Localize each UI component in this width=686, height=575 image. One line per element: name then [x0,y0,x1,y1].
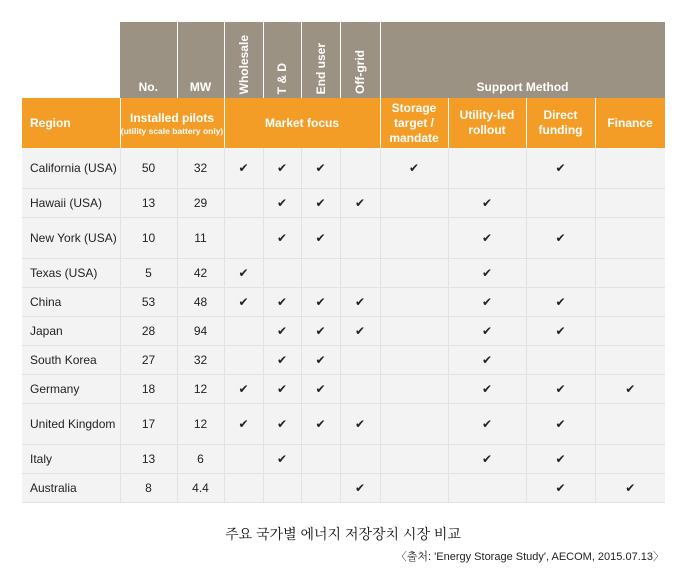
off-grid-cell [340,445,380,474]
table-row [22,259,665,288]
storage-cell [380,445,448,474]
finance-cell [595,375,665,404]
direct-cell [526,317,595,346]
mw-cell: 32 [177,148,224,189]
finance-cell [595,189,665,218]
finance-cell [595,259,665,288]
check-mark-icon: ✔ [555,161,566,175]
td-cell [263,288,301,317]
direct-cell [526,474,595,503]
storage-cell [380,259,448,288]
header-support-method: Support Method [380,22,665,98]
td-cell [263,445,301,474]
header-market-focus: Market focus [224,98,380,148]
mw-cell: 12 [177,404,224,445]
off-grid-cell [340,148,380,189]
no-cell: 50 [120,148,177,189]
finance-cell [595,474,665,503]
check-mark-icon: ✔ [481,417,493,431]
region-cell: Texas (USA) [22,259,120,288]
check-mark-icon: ✔ [354,417,366,431]
no-cell: 8 [120,474,177,503]
check-mark-icon: ✔ [481,196,493,210]
region-cell: China [22,288,120,317]
header-region: Region [22,98,120,148]
no-cell: 27 [120,346,177,375]
blank-corner [22,22,120,98]
check-mark-icon: ✔ [625,382,636,396]
header-end-user: End user [301,22,340,98]
gray-header-row [22,22,665,98]
check-mark-icon: ✔ [555,295,566,309]
off-grid-cell [340,404,380,445]
region-cell: Germany [22,375,120,404]
check-mark-icon: ✔ [315,196,326,210]
check-mark-icon: ✔ [481,231,493,245]
end-user-cell [301,148,340,189]
check-mark-icon: ✔ [315,324,326,338]
td-cell [263,317,301,346]
check-mark-icon: ✔ [276,353,288,367]
check-mark-icon: ✔ [481,266,493,280]
direct-cell [526,259,595,288]
finance-cell [595,148,665,189]
check-mark-icon: ✔ [555,481,566,495]
check-mark-icon: ✔ [555,231,566,245]
comparison-table [22,22,666,503]
check-mark-icon: ✔ [276,324,288,338]
table-body [22,148,665,503]
td-cell [263,474,301,503]
direct-cell [526,375,595,404]
wholesale-cell [224,148,263,189]
check-mark-icon: ✔ [276,452,288,466]
check-mark-icon: ✔ [276,417,288,431]
no-cell: 10 [120,218,177,259]
check-mark-icon: ✔ [238,382,249,396]
td-cell [263,259,301,288]
utility-cell [448,288,526,317]
utility-cell [448,404,526,445]
check-mark-icon: ✔ [354,196,366,210]
check-mark-icon: ✔ [315,231,326,245]
utility-cell [448,259,526,288]
table-row [22,218,665,259]
direct-cell [526,218,595,259]
storage-cell [380,148,448,189]
table-row [22,346,665,375]
table-row [22,474,665,503]
direct-cell [526,404,595,445]
utility-cell [448,474,526,503]
mw-cell: 42 [177,259,224,288]
table-row [22,148,665,189]
check-mark-icon: ✔ [315,295,326,309]
mw-cell: 32 [177,346,224,375]
off-grid-cell [340,474,380,503]
direct-cell [526,148,595,189]
header-mw: MW [177,22,224,98]
wholesale-cell [224,375,263,404]
check-mark-icon: ✔ [481,295,493,309]
storage-cell [380,404,448,445]
wholesale-cell [224,445,263,474]
check-mark-icon: ✔ [276,161,288,175]
end-user-cell [301,375,340,404]
table-row [22,375,665,404]
direct-cell [526,288,595,317]
region-cell: California (USA) [22,148,120,189]
finance-cell [595,317,665,346]
header-direct-funding: Direct funding [526,98,595,148]
utility-cell [448,218,526,259]
header-utility-led: Utility-led rollout [448,98,526,148]
region-cell: Hawaii (USA) [22,189,120,218]
check-mark-icon: ✔ [408,161,420,175]
end-user-cell [301,317,340,346]
check-mark-icon: ✔ [354,295,366,309]
finance-cell [595,288,665,317]
header-installed-pilots: Installed pilots (utility scale battery only) [120,98,224,148]
check-mark-icon: ✔ [555,417,566,431]
check-mark-icon: ✔ [481,353,493,367]
check-mark-icon: ✔ [481,324,493,338]
no-cell: 17 [120,404,177,445]
mw-cell: 6 [177,445,224,474]
check-mark-icon: ✔ [625,481,636,495]
check-mark-icon: ✔ [555,382,566,396]
mw-cell: 48 [177,288,224,317]
wholesale-cell [224,404,263,445]
finance-cell [595,346,665,375]
check-mark-icon: ✔ [238,161,249,175]
off-grid-cell [340,218,380,259]
no-cell: 18 [120,375,177,404]
direct-cell [526,445,595,474]
finance-cell [595,404,665,445]
check-mark-icon: ✔ [276,231,288,245]
no-cell: 13 [120,189,177,218]
off-grid-cell [340,288,380,317]
header-wholesale: Wholesale [224,22,263,98]
end-user-cell [301,288,340,317]
end-user-cell [301,189,340,218]
finance-cell [595,445,665,474]
storage-cell [380,375,448,404]
wholesale-cell [224,288,263,317]
storage-cell [380,346,448,375]
header-td: T & D [263,22,301,98]
no-cell: 53 [120,288,177,317]
table-row [22,404,665,445]
direct-cell [526,189,595,218]
wholesale-cell [224,259,263,288]
storage-cell [380,288,448,317]
check-mark-icon: ✔ [481,452,493,466]
table-caption: 주요 국가별 에너지 저장장치 시장 비교 [225,526,461,542]
region-cell: Australia [22,474,120,503]
check-mark-icon: ✔ [238,266,249,280]
end-user-cell [301,259,340,288]
end-user-cell [301,404,340,445]
end-user-cell [301,346,340,375]
off-grid-cell [340,259,380,288]
off-grid-cell [340,346,380,375]
mw-cell: 4.4 [177,474,224,503]
header-finance: Finance [595,98,665,148]
direct-cell [526,346,595,375]
storage-cell [380,317,448,346]
check-mark-icon: ✔ [276,196,288,210]
storage-cell [380,474,448,503]
no-cell: 28 [120,317,177,346]
finance-cell [595,218,665,259]
comparison-table-wrapper [22,22,665,503]
td-cell [263,346,301,375]
installed-pilots-note: (utility scale battery only) [120,125,224,136]
off-grid-cell [340,317,380,346]
source-citation: 〈출처: 'Energy Storage Study', AECOM, 2015.07.13〉 [395,551,664,563]
utility-cell [448,317,526,346]
table-row [22,317,665,346]
check-mark-icon: ✔ [354,324,366,338]
no-cell: 5 [120,259,177,288]
td-cell [263,375,301,404]
check-mark-icon: ✔ [276,295,288,309]
mw-cell: 94 [177,317,224,346]
storage-cell [380,218,448,259]
utility-cell [448,148,526,189]
td-cell [263,404,301,445]
utility-cell [448,346,526,375]
end-user-cell [301,474,340,503]
wholesale-cell [224,317,263,346]
storage-cell [380,189,448,218]
check-mark-icon: ✔ [276,382,288,396]
check-mark-icon: ✔ [354,481,366,495]
off-grid-cell [340,189,380,218]
wholesale-cell [224,346,263,375]
check-mark-icon: ✔ [555,324,566,338]
orange-header-row [22,98,665,148]
check-mark-icon: ✔ [238,295,249,309]
td-cell [263,189,301,218]
region-cell: Japan [22,317,120,346]
check-mark-icon: ✔ [481,382,493,396]
utility-cell [448,445,526,474]
mw-cell: 29 [177,189,224,218]
header-storage-target: Storage target / mandate [380,98,448,148]
utility-cell [448,375,526,404]
check-mark-icon: ✔ [315,161,326,175]
end-user-cell [301,445,340,474]
check-mark-icon: ✔ [238,417,249,431]
wholesale-cell [224,474,263,503]
utility-cell [448,189,526,218]
no-cell: 13 [120,445,177,474]
header-no: No. [120,22,177,98]
td-cell [263,218,301,259]
table-row [22,189,665,218]
check-mark-icon: ✔ [315,417,326,431]
mw-cell: 11 [177,218,224,259]
wholesale-cell [224,218,263,259]
region-cell: United Kingdom [22,404,120,445]
td-cell [263,148,301,189]
region-cell: South Korea [22,346,120,375]
check-mark-icon: ✔ [315,382,326,396]
mw-cell: 12 [177,375,224,404]
off-grid-cell [340,375,380,404]
table-row [22,288,665,317]
region-cell: New York (USA) [22,218,120,259]
check-mark-icon: ✔ [315,353,326,367]
table-row [22,445,665,474]
check-mark-icon: ✔ [555,452,566,466]
wholesale-cell [224,189,263,218]
region-cell: Italy [22,445,120,474]
end-user-cell [301,218,340,259]
header-off-grid: Off-grid [340,22,380,98]
